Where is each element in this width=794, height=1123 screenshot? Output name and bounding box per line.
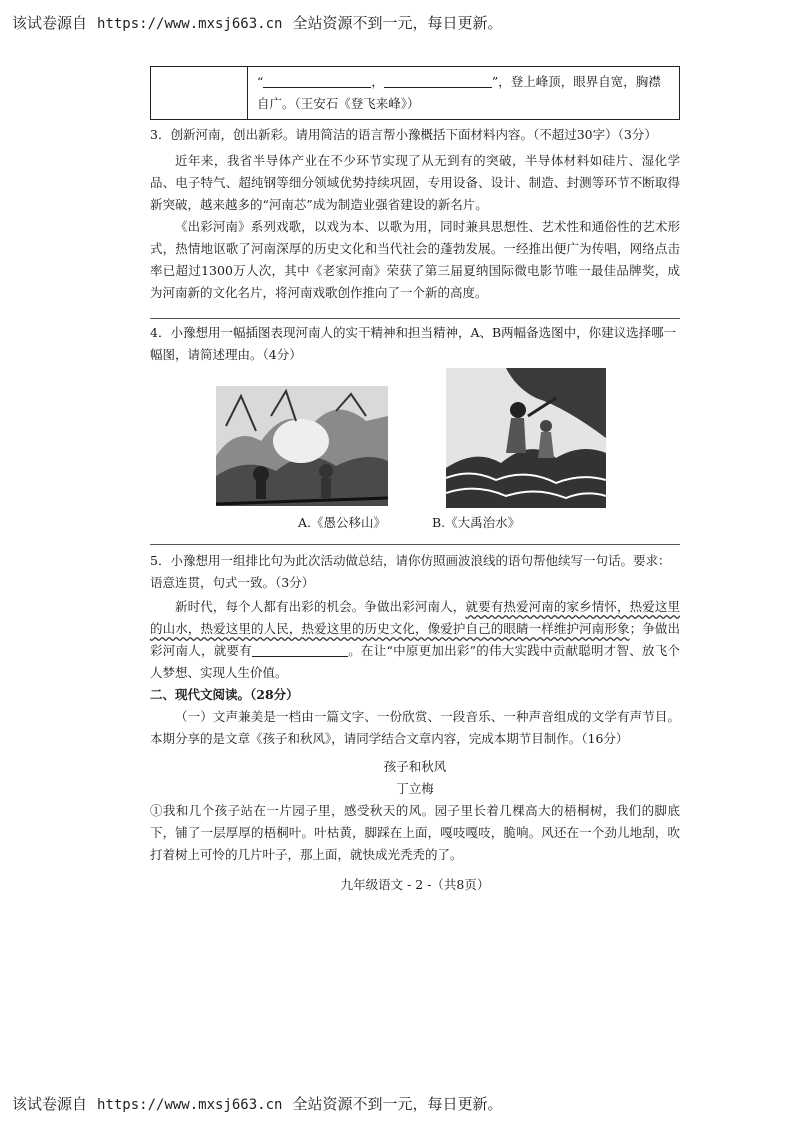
watermark-notice: 全站资源不到一元，每日更新。 <box>292 1095 503 1113</box>
poem-line-2: 自广。（王安石《登飞来峰》） <box>257 96 420 111</box>
answer-table <box>150 66 680 120</box>
comma: ， <box>371 74 384 89</box>
section-2-heading: 二、现代文阅读。（28分） <box>150 687 299 702</box>
watermark-brand: 该试卷源自 <box>12 14 88 32</box>
q5-answer-blank[interactable] <box>252 642 348 657</box>
question-4 <box>150 322 680 366</box>
watermark-brand: 该试卷源自 <box>12 1095 88 1113</box>
poem-blank-1[interactable] <box>263 73 371 88</box>
section-2-intro: （一）文声兼美是一档由一篇文字、一份欣赏、一段音乐、一种声音组成的文学有声节目。本期分享的是文章《孩子和秋风》，请同学结合文章内容，完成本期节目制作。（16分） <box>150 709 680 746</box>
answer-line-q4 <box>150 544 680 545</box>
question-3 <box>150 124 680 304</box>
illustration-yugong <box>216 386 388 506</box>
page-footer: 九年级语文 - 2 -（共8页） <box>340 877 490 892</box>
watermark-site-link[interactable]: https://www.mxsj663.cn <box>97 16 283 32</box>
q5-text-mid: ；争做出彩河南人，就要有 <box>150 621 680 658</box>
caption-a: A.《愚公移山》 <box>298 515 387 530</box>
watermark-site-link[interactable]: https://www.mxsj663.cn <box>97 1097 283 1113</box>
watermark-top <box>12 12 502 33</box>
q5-stem: 5．小豫想用一组排比句为此次活动做总结，请你仿照画波浪线的语句帮他续写一句话。要求：语意连贯，句式一致。（3分） <box>150 553 671 590</box>
watermark-bottom <box>12 1093 502 1114</box>
table-label-cell <box>151 67 248 119</box>
poem-blank-2[interactable] <box>384 73 492 88</box>
caption-b: B.《大禹治水》 <box>432 515 521 530</box>
article-para-1: ①我和几个孩子站在一片园子里，感受秋天的风。园子里长着几棵高大的梧桐树，我们的脚底下，铺了一层厚厚的梧桐叶。叶枯黄，脚踩在上面，嘎吱嘎吱，脆响。风还在一个劲儿地刮，吹打着树上可怜的几片叶子，那上面，就快成光秃秃的了。 <box>150 803 680 862</box>
answer-line-q3 <box>150 318 680 319</box>
q5-text-before: 新时代，每个人都有出彩的机会。争做出彩河南人， <box>175 599 466 614</box>
q3-material-1: 近年来，我省半导体产业在不少环节实现了从无到有的突破，半导体材料如硅片、湿化学品、电子特气、超纯钢等细分领域优势持续巩固，专用设备、设计、制造、封测等环节不断取得新突破，越来越多的“河南芯”成为制造业强省建设的新名片。 <box>150 153 680 212</box>
illustration-dayu-drawing <box>446 368 606 508</box>
quote-open: “ <box>257 74 264 89</box>
q3-stem: 3．创新河南，创出新彩。请用简洁的语言帮小豫概括下面材料内容。（不超过30字）（3分） <box>150 127 657 142</box>
q3-material-2: 《出彩河南》系列戏歌，以戏为本、以歌为用，同时兼具思想性、艺术性和通俗性的艺术形式，热情地讴歌了河南深厚的历史文化和当代社会的蓬勃发展。一经推出便广为传唱，网络点击率已超过1300万人次，其中《老家河南》荣获了第三届夏纳国际微电影节唯一最佳品牌奖，成为河南新的文化名片，将河南戏歌创作推向了一个新的高度。 <box>150 219 680 300</box>
watermark-notice: 全站资源不到一元，每日更新。 <box>292 14 503 32</box>
illustration-yugong-drawing <box>216 386 388 506</box>
poem-line-1 <box>257 71 673 93</box>
article-title: 孩子和秋风 <box>383 759 447 774</box>
q5-text-after: 。在让“中原更加出彩”的伟大实践中贡献聪明才智、放飞个人梦想、实现人生价值。 <box>150 643 680 680</box>
article-author: 丁立梅 <box>396 781 434 796</box>
poem-line-1-text: ”，登上峰顶，眼界自宽，胸襟 <box>491 74 661 89</box>
illustration-dayu <box>446 368 606 508</box>
exam-page <box>150 66 680 892</box>
q5-passage <box>150 596 680 684</box>
section-2 <box>150 684 680 866</box>
q5-wavy-sentence: 就要有热爱河南的家乡情怀，热爱这里的山水，热爱这里的人民，热爱这里的历史文化，像爱护自己的眼睛一样维护河南形象 <box>150 599 680 636</box>
question-5 <box>150 550 680 684</box>
q4-stem: 4．小豫想用一幅插图表现河南人的实干精神和担当精神，A、B两幅备选图中，你建议选择哪一幅图，请简述理由。（4分） <box>150 325 677 362</box>
table-content-cell <box>257 71 673 115</box>
